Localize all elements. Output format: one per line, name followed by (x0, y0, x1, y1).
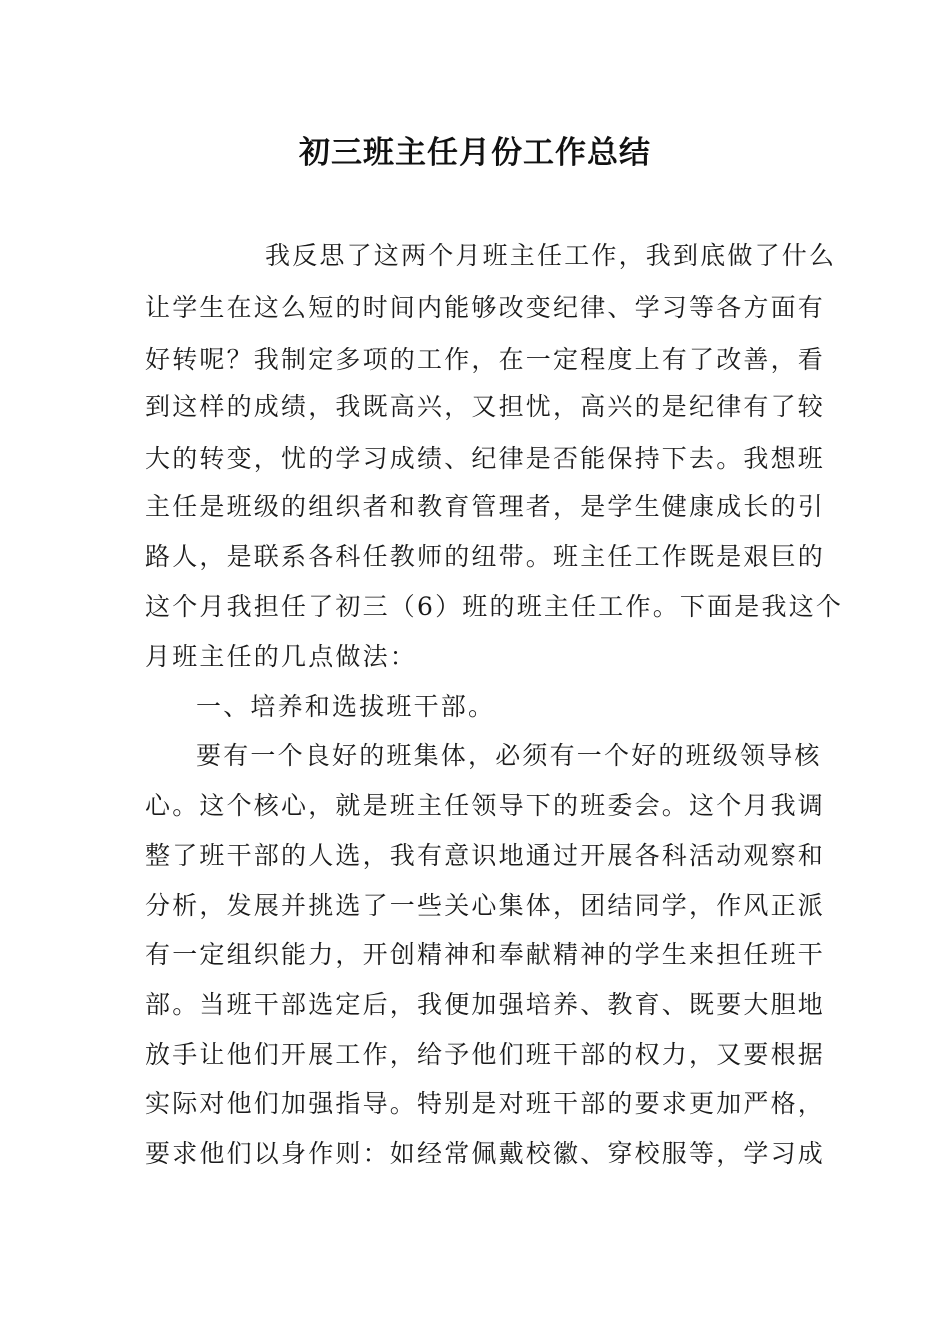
paragraph-line: 实际对他们加强指导。特别是对班干部的要求更加严格， (145, 1089, 826, 1118)
paragraph-line: 路人，是联系各科任教师的纽带。班主任工作既是艰巨的 (145, 542, 826, 571)
paragraph-line: 我反思了这两个月班主任工作，我到底做了什么 (265, 241, 837, 270)
paragraph-line: 让学生在这么短的时间内能够改变纪律、学习等各方面有 (145, 293, 826, 322)
paragraph-line: 要有一个良好的班集体，必须有一个好的班级领导核 (196, 741, 822, 770)
paragraph-line: 这个月我担任了初三（6）班的班主任工作。下面是我这个 (145, 592, 844, 621)
paragraph-line: 月班主任的几点做法： (145, 642, 418, 671)
paragraph-line: 有一定组织能力，开创精神和奉献精神的学生来担任班干 (145, 940, 826, 969)
paragraph-line: 主任是班级的组织者和教育管理者，是学生健康成长的引 (145, 492, 826, 521)
section-heading: 一、培养和选拔班干部。 (196, 692, 496, 721)
paragraph-line: 分析，发展并挑选了一些关心集体，团结同学，作风正派 (145, 891, 826, 920)
paragraph-line: 部。当班干部选定后，我便加强培养、教育、既要大胆地 (145, 990, 826, 1019)
paragraph-line: 心。这个核心，就是班主任领导下的班委会。这个月我调 (145, 791, 826, 820)
paragraph-line: 到这样的成绩，我既高兴，又担忧，高兴的是纪律有了较 (145, 392, 826, 421)
paragraph-line: 好转呢？我制定多项的工作，在一定程度上有了改善，看 (145, 345, 826, 374)
paragraph-line: 放手让他们开展工作，给予他们班干部的权力，又要根据 (145, 1040, 826, 1069)
paragraph-line: 大的转变，忧的学习成绩、纪律是否能保持下去。我想班 (145, 444, 826, 473)
paragraph-line: 要求他们以身作则：如经常佩戴校徽、穿校服等，学习成 (145, 1139, 826, 1168)
document-title: 初三班主任月份工作总结 (299, 135, 651, 171)
paragraph-line: 整了班干部的人选，我有意识地通过开展各科活动观察和 (145, 841, 826, 870)
